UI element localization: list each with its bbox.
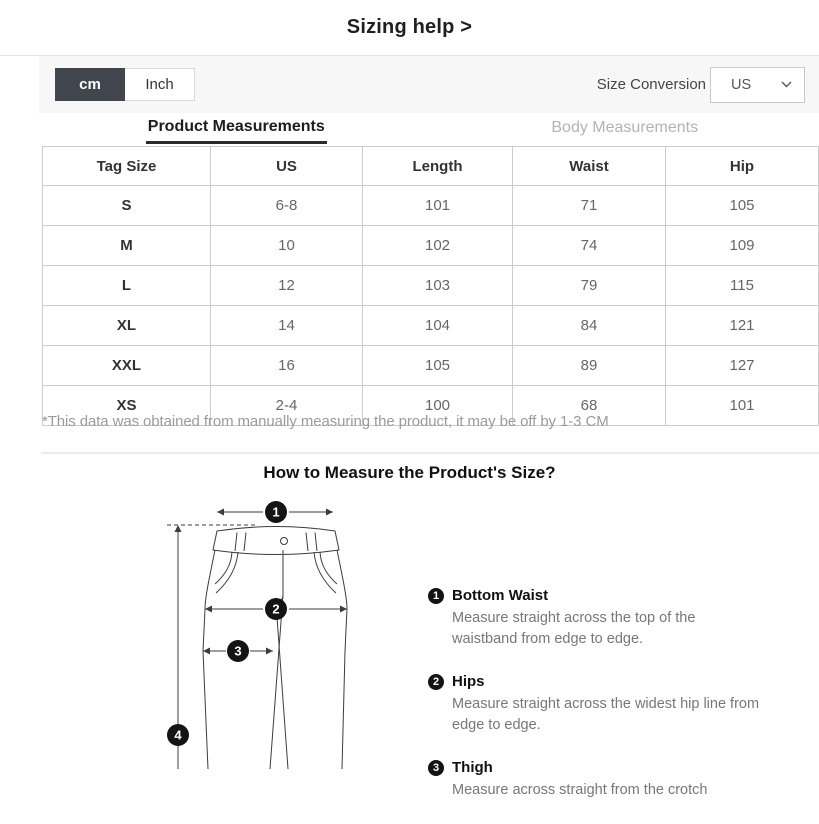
tab-product-measurements[interactable] xyxy=(42,113,431,146)
measurement-disclaimer: *This data was obtained from manually measuring the product, it may be off by 1-3 CM xyxy=(42,413,819,430)
cell-waist: 71 xyxy=(513,186,666,226)
table-row xyxy=(43,346,819,386)
cell-length: 105 xyxy=(363,346,513,386)
column-header: US xyxy=(211,147,363,186)
legend-description: Measure straight across the widest hip line from edge to edge. xyxy=(452,694,760,736)
size-conversion-select[interactable] xyxy=(710,67,805,103)
cell-length: 102 xyxy=(363,226,513,266)
table-row xyxy=(43,266,819,306)
cell-hip: 109 xyxy=(666,226,819,266)
column-header: Hip xyxy=(666,147,819,186)
cell-waist: 84 xyxy=(513,306,666,346)
diagram-markers xyxy=(167,501,287,746)
legend-number-badge: 2 xyxy=(428,674,444,690)
legend-item-bottom-waist xyxy=(428,587,758,650)
legend-number-badge: 1 xyxy=(428,588,444,604)
cell-tag-size: XS xyxy=(43,386,211,426)
cell-waist: 79 xyxy=(513,266,666,306)
legend-item-hips xyxy=(428,673,758,736)
pants-diagram xyxy=(150,499,380,769)
cell-us: 6-8 xyxy=(211,186,363,226)
unit-toggle xyxy=(55,68,195,101)
cell-tag-size: M xyxy=(43,226,211,266)
tab-label: Body Measurements xyxy=(549,117,700,142)
pants-diagram-svg xyxy=(150,499,380,769)
legend-description: Measure across straight from the crotch xyxy=(452,780,760,801)
cell-length: 100 xyxy=(363,386,513,426)
table-row xyxy=(43,226,819,266)
tab-label: Product Measurements xyxy=(146,116,327,144)
legend-item-thigh xyxy=(428,759,758,801)
cell-hip: 101 xyxy=(666,386,819,426)
cell-hip: 127 xyxy=(666,346,819,386)
measurement-tabs xyxy=(42,113,819,146)
cell-tag-size: XL xyxy=(43,306,211,346)
cell-hip: 121 xyxy=(666,306,819,346)
measure-legend xyxy=(428,483,758,824)
legend-title: Thigh xyxy=(452,759,493,776)
toolbar xyxy=(39,56,819,113)
marker-3: 3 xyxy=(234,644,241,659)
size-table xyxy=(42,146,819,426)
cell-length: 104 xyxy=(363,306,513,346)
column-header: Length xyxy=(363,147,513,186)
cell-waist: 89 xyxy=(513,346,666,386)
cell-tag-size: XXL xyxy=(43,346,211,386)
cell-us: 16 xyxy=(211,346,363,386)
column-header: Waist xyxy=(513,147,666,186)
page-title[interactable]: Sizing help > xyxy=(0,0,819,39)
how-to-measure-heading: How to Measure the Product's Size? xyxy=(0,463,819,483)
cell-us: 12 xyxy=(211,266,363,306)
cell-length: 101 xyxy=(363,186,513,226)
table-header-row xyxy=(43,147,819,186)
cell-waist: 74 xyxy=(513,226,666,266)
legend-title: Hips xyxy=(452,673,485,690)
cell-waist: 68 xyxy=(513,386,666,426)
table-row xyxy=(43,306,819,346)
cell-hip: 115 xyxy=(666,266,819,306)
how-to-measure-section xyxy=(0,483,819,824)
size-conversion-label: Size Conversion xyxy=(597,76,706,93)
legend-number-badge: 3 xyxy=(428,760,444,776)
tab-body-measurements[interactable] xyxy=(431,113,819,146)
cell-tag-size: S xyxy=(43,186,211,226)
unit-inch-button[interactable]: Inch xyxy=(125,68,195,101)
legend-description: Measure straight across the top of the waistband from edge to edge. xyxy=(452,608,760,650)
marker-4: 4 xyxy=(174,728,182,743)
table-row xyxy=(43,186,819,226)
marker-2: 2 xyxy=(272,602,279,617)
size-conversion xyxy=(597,67,805,103)
cell-hip: 105 xyxy=(666,186,819,226)
cell-us: 10 xyxy=(211,226,363,266)
unit-cm-button[interactable]: cm xyxy=(55,68,125,101)
marker-1: 1 xyxy=(272,505,279,520)
legend-title: Bottom Waist xyxy=(452,587,548,604)
cell-length: 103 xyxy=(363,266,513,306)
cell-tag-size: L xyxy=(43,266,211,306)
size-conversion-value: US xyxy=(731,77,751,93)
cell-us: 14 xyxy=(211,306,363,346)
section-divider xyxy=(41,452,819,454)
chevron-down-icon xyxy=(781,81,792,88)
cell-us: 2-4 xyxy=(211,386,363,426)
column-header: Tag Size xyxy=(43,147,211,186)
